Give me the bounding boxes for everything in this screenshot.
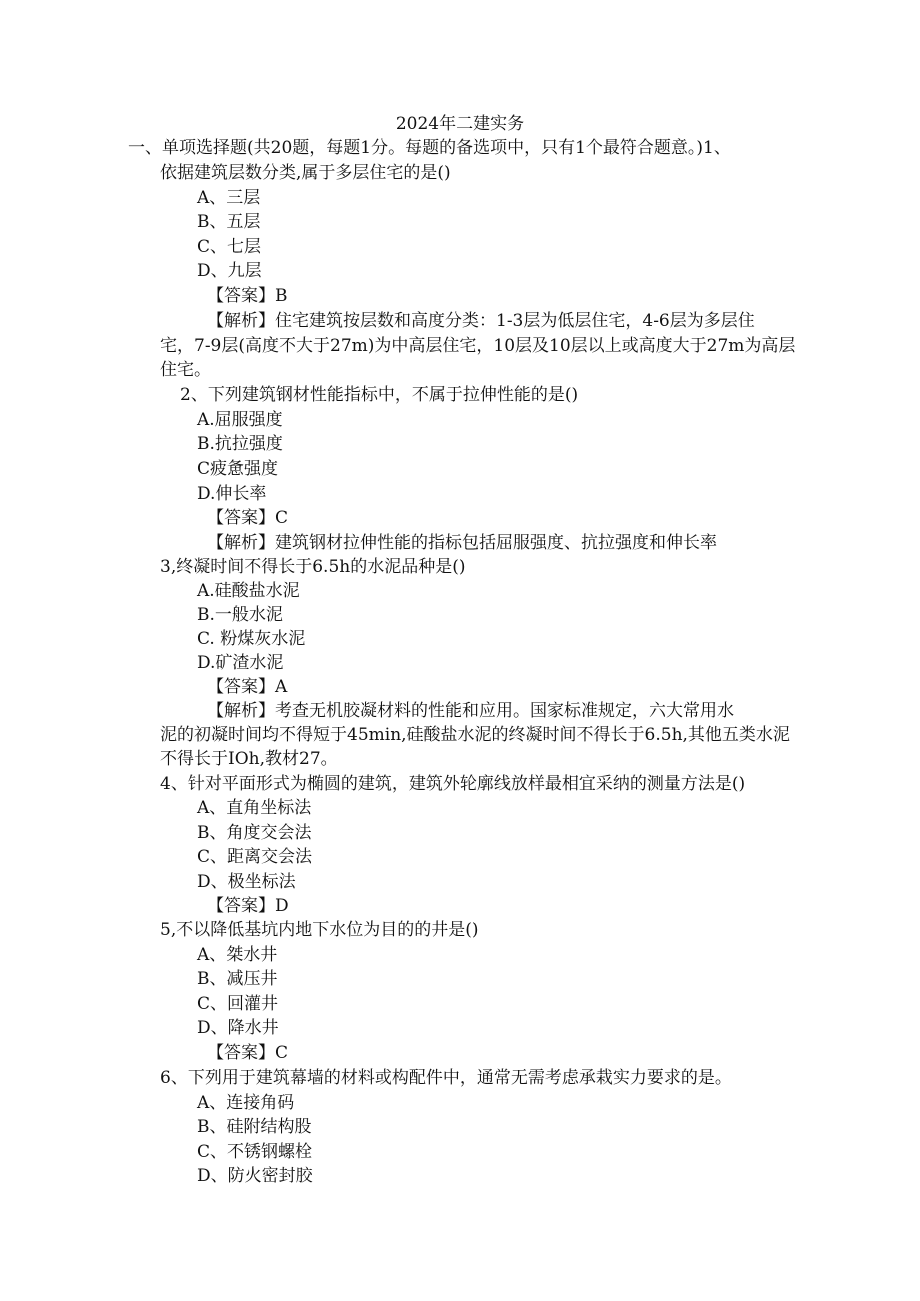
question-4-option-d: D、极坐标法 [197,872,296,892]
question-4-answer: 【答案】D [207,896,289,916]
question-2-stem: 2、下列建筑钢材性能指标中，不属于拉伸性能的是() [180,385,579,405]
question-5-option-b: B、减压井 [197,969,278,989]
question-5-option-c: C、回灌井 [197,994,279,1014]
question-6-option-c: C、不锈钢螺栓 [197,1142,313,1162]
question-6-stem: 6、下列用于建筑幕墙的材料或构配件中，通常无需考虑承栽实力要求的是。 [160,1068,732,1088]
question-1-option-a: A、三层 [197,188,261,208]
question-3-option-b: B.一般水泥 [197,605,283,625]
question-1-option-c: C、七层 [197,237,262,257]
question-4-option-a: A、直角坐标法 [197,798,312,818]
question-1-analysis-line-1: 【解析】住宅建筑按层数和高度分类：1-3层为低层住宅，4-6层为多层住 [207,311,755,331]
question-1-stem: 依据建筑层数分类,属于多层住宅的是() [160,163,451,183]
question-6-option-d: D、防火密封胶 [197,1166,313,1186]
question-6-option-b: B、硅附结构股 [197,1117,312,1137]
question-5-option-a: A、桀水井 [197,945,278,965]
question-2-answer: 【答案】C [207,508,289,528]
question-1-option-d: D、九层 [197,261,262,281]
question-2-option-c: C疲惫强度 [197,459,279,479]
question-6-option-a: A、连接角码 [197,1093,295,1113]
question-3-option-a: A.硅酸盐水泥 [197,581,300,601]
question-5-stem: 5,不以降低基坑内地下水位为目的的井是() [160,920,479,940]
question-3-option-d: D.矿渣水泥 [197,653,284,673]
question-1-analysis-line-3: 住宅。 [160,360,211,380]
question-3-stem: 3,终凝时间不得长于6.5h的水泥品种是() [160,557,466,577]
question-3-answer: 【答案】A [207,677,288,697]
question-4-stem: 4、针对平面形式为椭圆的建筑，建筑外轮廓线放样最相宜采纳的测量方法是() [160,774,746,794]
question-1-analysis-line-2: 宅，7-9层(高度不大于27m)为中高层住宅，10层及10层以上或高度大于27m为高层 [160,336,796,356]
question-1-answer: 【答案】B [207,286,288,306]
question-3-analysis-line-1: 【解析】考查无机胶凝材料的性能和应用。国家标准规定，六大常用水 [207,701,734,721]
question-3-analysis-line-2: 泥的初凝时间均不得短于45min,硅酸盐水泥的终凝时间不得长于6.5h,其他五类水泥 [160,725,790,745]
document-title: 2024年二建实务 [395,114,525,134]
question-3-option-c: C. 粉煤灰水泥 [197,629,306,649]
section-heading: 一、单项选择题(共20题，每题1分。每题的备选项中，只有1个最符合题意。)1、 [128,138,731,158]
question-2-option-b: B.抗拉强度 [197,434,283,454]
question-2-option-d: D.伸长率 [197,484,267,504]
question-2-analysis-line-1: 【解析】建筑钢材拉伸性能的指标包括屈服强度、抗拉强度和伸长率 [207,533,717,553]
question-5-option-d: D、降水井 [197,1018,279,1038]
question-3-analysis-line-3: 不得长于IOh,教材27。 [160,749,338,769]
question-4-option-c: C、距离交会法 [197,847,313,867]
question-5-answer: 【答案】C [207,1043,289,1063]
question-1-option-b: B、五层 [197,212,261,232]
question-4-option-b: B、角度交会法 [197,823,312,843]
question-2-option-a: A.屈服强度 [197,410,283,430]
